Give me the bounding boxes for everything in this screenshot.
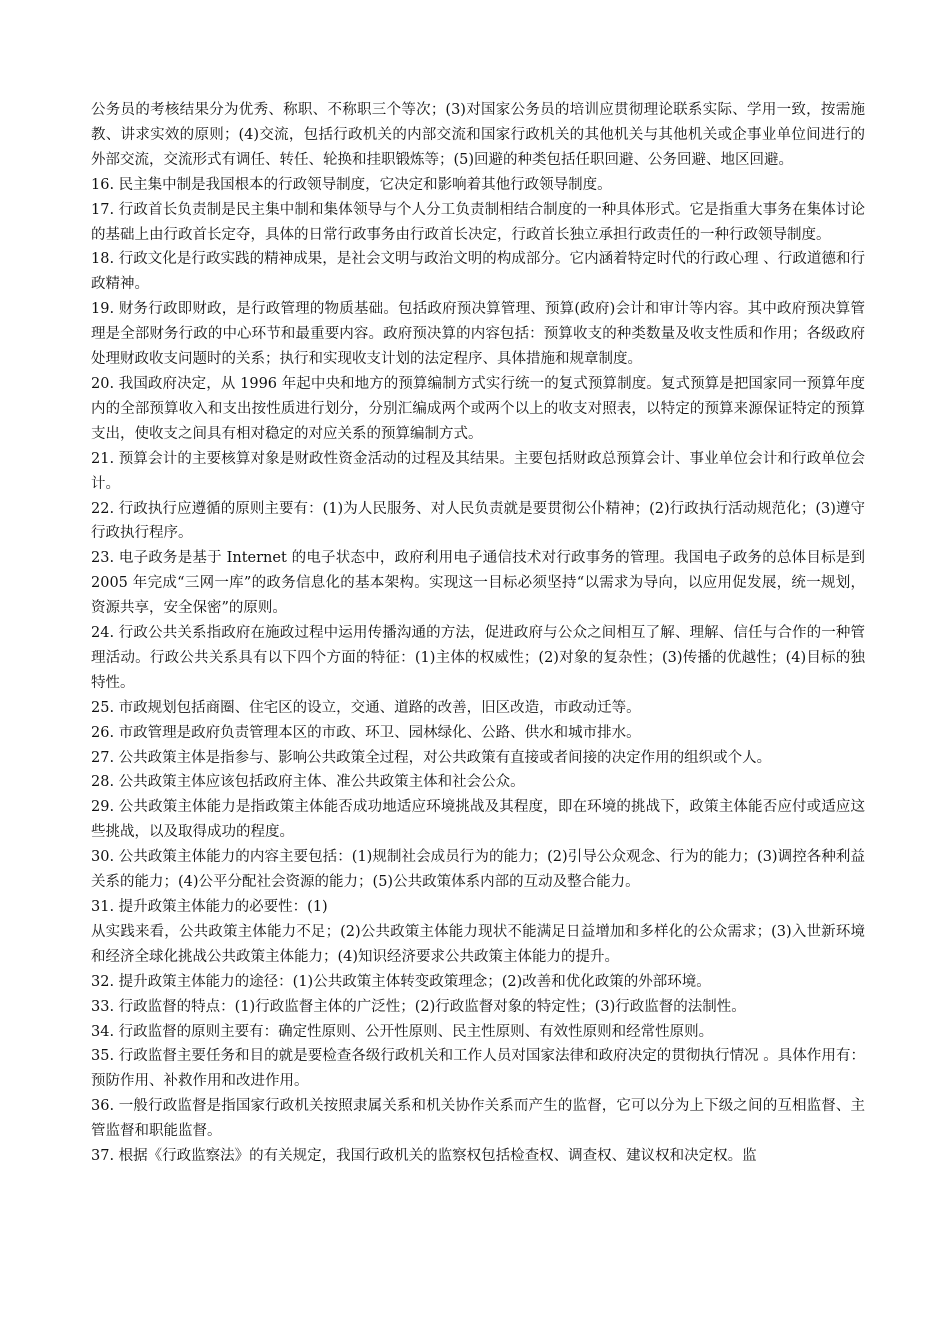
paragraph-36: 36. 一般行政监督是指国家行政机关按照隶属关系和机关协作关系而产生的监督，它可以分为上下级之间的互相监督、主管监督和职能监督。 [91, 1098, 865, 1140]
paragraph-20: 20. 我国政府决定，从 1996 年起中央和地方的预算编制方式实行统一的复式预算制度。复式预算是把国家同一预算年度内的全部预算收入和支出按性质进行划分，分别汇编成两个或两个以上的收支对照表，以特定的预算来源保证特定的预算支出，使收支之间具有相对稳定的对应关系的预算编制方式。 [91, 375, 865, 442]
paragraph-23: 23. 电子政务是基于 Internet 的电子状态中，政府利用电子通信技术对行政事务的管理。我国电子政务的总体目标是到 2005 年完成“三网一库”的政务信息化的基本架构。实现这一目标必须坚持“以需求为导向，以应用促发展，统一规划，资源共享，安全保密”的原则。 [91, 550, 865, 617]
paragraph-28: 28. 公共政策主体应该包括政府主体、准公共政策主体和社会公众。 [91, 774, 525, 791]
paragraph-24: 24. 行政公共关系指政府在施政过程中运用传播沟通的方法，促进政府与公众之间相互了解、理解、信任与合作的一种管理活动。行政公共关系具有以下四个方面的特征：(1)主体的权威性；(2)对象的复杂性；(3)传播的优越性；(4)目标的独特性。 [91, 625, 865, 691]
paragraph-27: 27. 公共政策主体是指参与、影响公共政策全过程，对公共政策有直接或者间接的决定作用的组织或个人。 [91, 749, 772, 766]
document-page [91, 98, 865, 1169]
paragraph-32: 32. 提升政策主体能力的途径：(1)公共政策主体转变政策理念；(2)改善和优化政策的外部环境。 [91, 973, 711, 990]
paragraph-31: 31. 提升政策主体能力的必要性：(1) [91, 899, 328, 915]
paragraph-19: 19. 财务行政即财政，是行政管理的物质基础。包括政府预决算管理、预算(政府)会计和审计等内容。其中政府预决算管理是全部财务行政的中心环节和最重要内容。政府预决算的内容包括：预算收支的种类数量及收支性质和作用；各级政府处理财政收支问题时的关系；执行和实现收支计划的法定程序、具体措施和规章制度。 [91, 301, 865, 368]
paragraph-21: 21. 预算会计的主要核算对象是财政性资金活动的过程及其结果。主要包括财政总预算会计、事业单位会计和行政单位会计。 [91, 450, 865, 492]
paragraph-29: 29. 公共政策主体能力是指政策主体能否成功地适应环境挑战及其程度，即在环境的挑战下，政策主体能否应付或适应这些挑战，以及取得成功的程度。 [91, 799, 865, 841]
paragraph-31-continued: 从实践来看，公共政策主体能力不足；(2)公共政策主体能力现状不能满足日益增加和多样化的公众需求；(3)入世新环境和经济全球化挑战公共政策主体能力；(4)知识经济要求公共政策主体能力的提升。 [91, 923, 865, 965]
paragraph-33: 33. 行政监督的特点：(1)行政监督主体的广泛性；(2)行政监督对象的特定性；(3)行政监督的法制性。 [91, 998, 746, 1015]
paragraph-16: 16. 民主集中制是我国根本的行政领导制度，它决定和影响着其他行政领导制度。 [91, 176, 612, 193]
paragraph-26: 26. 市政管理是政府负责管理本区的市政、环卫、园林绿化、公路、供水和城市排水。 [91, 724, 641, 741]
paragraph-25: 25. 市政规划包括商圈、住宅区的设立，交通、道路的改善，旧区改造，市政动迁等。 [91, 699, 641, 716]
paragraph-30: 30. 公共政策主体能力的内容主要包括：(1)规制社会成员行为的能力；(2)引导公众观念、行为的能力；(3)调控各种利益关系的能力；(4)公平分配社会资源的能力；(5)公共政策体系内部的互动及整合能力。 [91, 849, 865, 891]
paragraph-34: 34. 行政监督的原则主要有：确定性原则、公开性原则、民主性原则、有效性原则和经常性原则。 [91, 1023, 714, 1040]
paragraph-17: 17. 行政首长负责制是民主集中制和集体领导与个人分工负责制相结合制度的一种具体形式。它是指重大事务在集体讨论的基础上由行政首长定夺，具体的日常行政事务由行政首长决定，行政首长独立承担行政责任的一种行政领导制度。 [91, 201, 865, 243]
paragraph-37: 37. 根据《行政监察法》的有关规定，我国行政机关的监察权包括检查权、调查权、建议权和决定权。监 [91, 1148, 757, 1165]
paragraph-22: 22. 行政执行应遵循的原则主要有：(1)为人民服务、对人民负责就是要贯彻公仆精神；(2)行政执行活动规范化；(3)遵守行政执行程序。 [91, 500, 865, 542]
paragraph-35: 35. 行政监督主要任务和目的就是要检查各级行政机关和工作人员对国家法律和政府决定的贯彻执行情况 。具体作用有：预防作用、补救作用和改进作用。 [91, 1048, 865, 1090]
paragraph-continuation-15: 公务员的考核结果分为优秀、称职、不称职三个等次；(3)对国家公务员的培训应贯彻理论联系实际、学用一致，按需施教、讲求实效的原则；(4)交流，包括行政机关的内部交流和国家行政机关的其他机关与其他机关或企事业单位间进行的外部交流，交流形式有调任、转任、轮换和挂职锻炼等；(5)回避的种类包括任职回避、公务回避、地区回避。 [91, 102, 865, 168]
paragraph-18: 18. 行政文化是行政实践的精神成果，是社会文明与政治文明的构成部分。它内涵着特定时代的行政心理 、行政道德和行政精神。 [91, 251, 865, 293]
